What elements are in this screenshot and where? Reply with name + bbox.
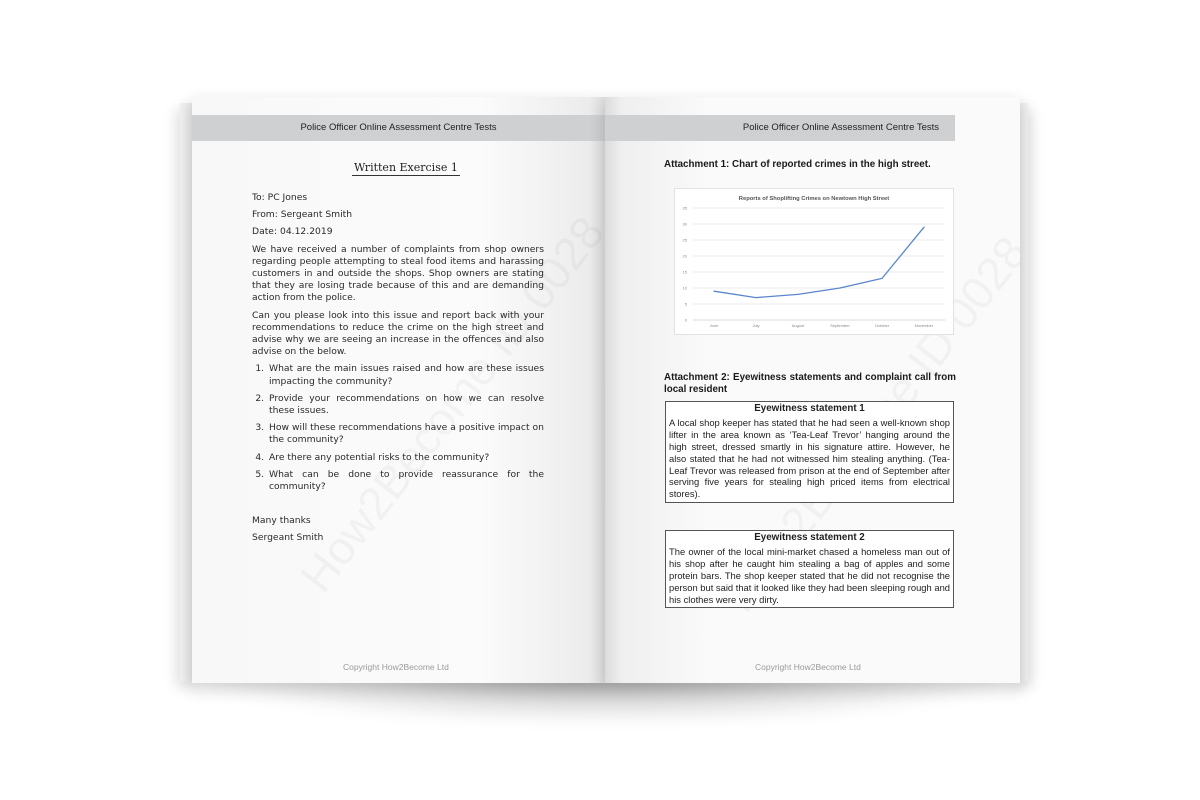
question-list [252,363,544,493]
memo [252,192,544,550]
statement-body: The owner of the local mini-market chased a homeless man out of his shop after he caught him stealing a bag of apples and some protein bars. The shop keeper stated that he did not recognise the person but said that it looked like they had been sleeping rough and his clothes were very dirty. [669,545,950,605]
x-tick-label: August [791,323,805,328]
chart-title: Reports of Shoplifting Crimes on Newtown High Street [738,196,890,202]
question-item: 5. What can be done to provide reassurance for the community? [267,469,544,493]
memo-from: From: Sergeant Smith [252,209,353,221]
statement-body: A local shop keeper has stated that he had seen a well-known shop lifter in the area known as ‘Tea-Leaf Trevor’ hanging around the high street, dressed smartly in his signature attire. However, he also stated that he had not witnessed him stealing anything. (Tea-Leaf Trevor was released from prison at the end of September after serving five years for stealing high priced items from electrical stores). [669,416,950,500]
chart-svg [675,189,953,334]
data-point [713,291,714,292]
y-tick-label: 5 [684,301,687,307]
y-tick-label: 0 [684,317,687,323]
y-tick-label: 30 [682,221,687,227]
right-page-footer: Copyright How2Become Ltd [755,662,861,672]
left-page [192,97,605,683]
memo-paragraph: We have received a number of complaints from shop owners regarding people attempting to steal food items and harassing customers in and outside the shops. Shop owners are stating that they are losing trade because of this and are demanding action from the police. [252,243,544,304]
y-tick-label: 15 [682,269,687,275]
statement-title: Eyewitness statement 2 [754,532,865,543]
data-point [755,297,756,298]
attachment2-title: Attachment 2: Eyewitness statements and complaint call from local resident [664,372,956,395]
x-tick-label: September [830,323,850,328]
right-page-header: Police Officer Online Assessment Centre Tests [605,115,955,141]
data-point [839,287,840,288]
y-tick-label: 10 [682,285,687,291]
memo-to: To: PC Jones [252,192,308,203]
x-tick-label: June [709,323,719,328]
data-point [797,294,798,295]
x-tick-label: July [752,323,760,328]
statement-title: Eyewitness statement 1 [754,403,865,414]
question-item: 1. What are the main issues raised and how are these issues impacting the community? [267,363,544,387]
question-item: 3. How will these recommendations have a positive impact on the community? [267,422,544,446]
right-page [605,97,1020,683]
exercise-title: Written Exercise 1 [354,161,458,174]
question-item: 4. Are there any potential risks to the community? [267,452,544,464]
x-tick-label: October [874,323,890,328]
data-point [881,278,882,279]
eyewitness-statement-2 [665,530,954,608]
eyewitness-statement-1 [665,401,954,503]
y-tick-label: 25 [682,237,687,243]
y-tick-label: 35 [682,205,687,211]
left-page-footer: Copyright How2Become Ltd [343,662,449,672]
attachment1-title: Attachment 1: Chart of reported crimes in the high street. [664,159,931,170]
memo-signature: Sergeant Smith [252,532,324,544]
left-page-header: Police Officer Online Assessment Centre Tests [192,115,605,141]
data-point [923,227,924,228]
series-line [714,227,924,297]
question-item: 2. Provide your recommendations on how we can resolve these issues. [267,393,544,417]
x-tick-label: November [914,323,934,328]
crime-chart [674,188,954,335]
memo-date: Date: 04.12.2019 [252,226,333,238]
memo-closing: Many thanks [252,515,311,527]
y-tick-label: 20 [682,253,687,259]
memo-paragraph: Can you please look into this issue and report back with your recommendations to reduce the crime on the high street and advise why we are seeing an increase in the offences and also advise on the below. [252,309,544,358]
